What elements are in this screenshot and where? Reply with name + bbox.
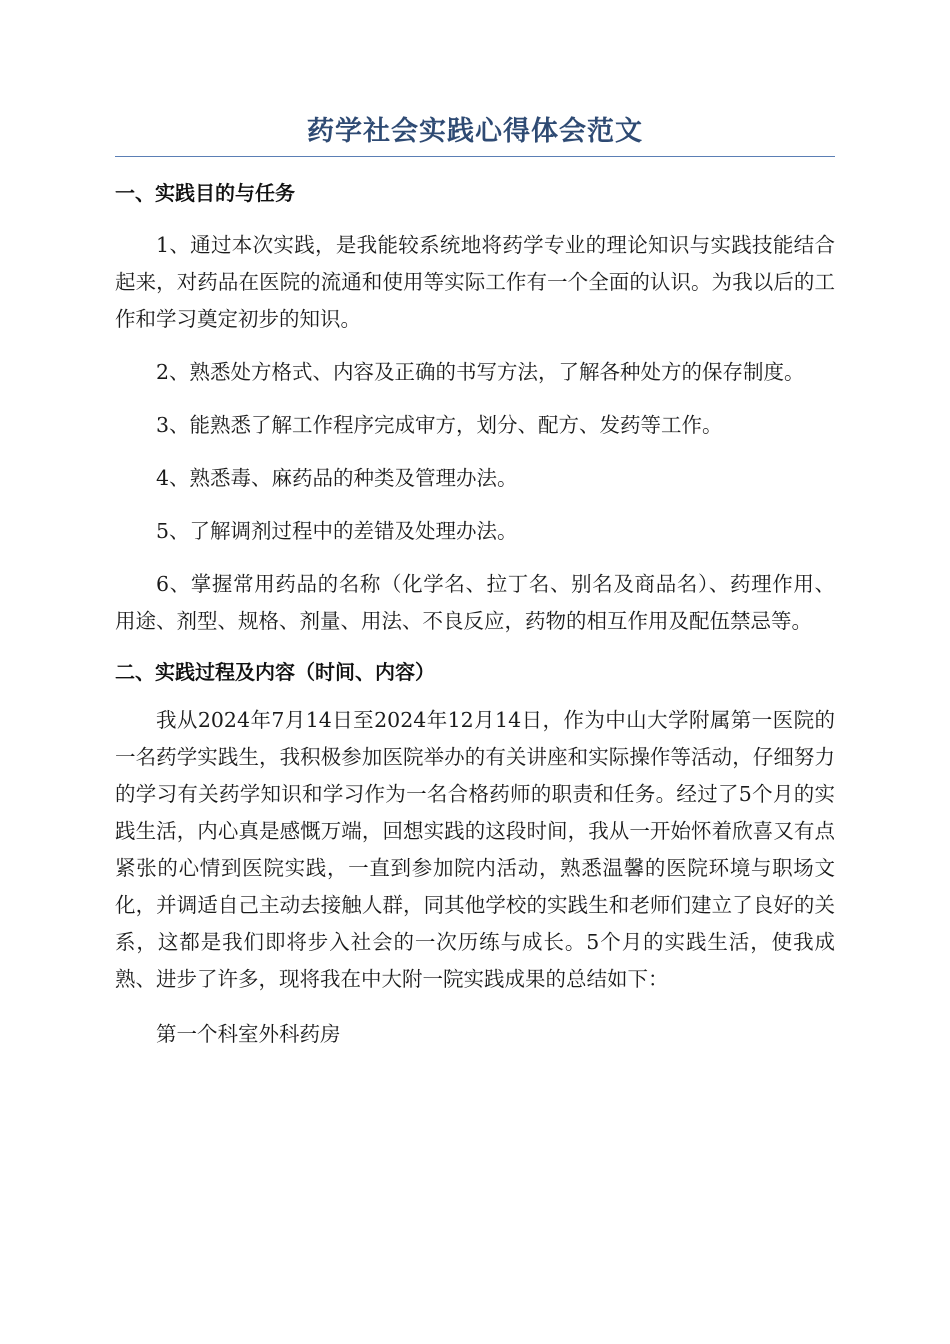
document-page	[115, 112, 835, 1053]
section-heading-process: 二、实践过程及内容（时间、内容）	[115, 660, 435, 684]
document-title: 药学社会实践心得体会范文	[115, 112, 835, 157]
section-heading-purpose: 一、实践目的与任务	[115, 181, 295, 205]
task-item-3: 3、能熟悉了解工作程序完成审方，划分、配方、发药等工作。	[156, 413, 723, 437]
task-item-1: 1、通过本次实践，是我能较系统地将药学专业的理论知识与实践技能结合起来，对药品在医院的流通和使用等实际工作有一个全面的认识。为我以后的工作和学习奠定初步的知识。	[115, 233, 835, 331]
task-item-4: 4、熟悉毒、麻药品的种类及管理办法。	[156, 466, 518, 490]
task-item-2: 2、熟悉处方格式、内容及正确的书写方法，了解各种处方的保存制度。	[156, 360, 805, 384]
department-subheading: 第一个科室外科药房	[156, 1022, 341, 1046]
process-paragraph: 我从2024年7月14日至2024年12月14日，作为中山大学附属第一医院的一名药学实践生，我积极参加医院举办的有关讲座和实际操作等活动，仔细努力的学习有关药学知识和学习作为一名合格药师的职责和任务。经过了5个月的实践生活，内心真是感慨万端，回想实践的这段时间，我从一开始怀着欣喜又有点紧张的心情到医院实践，一直到参加院内活动，熟悉温馨的医院环境与职场文化，并调适自己主动去接触人群，同其他学校的实践生和老师们建立了良好的关系，这都是我们即将步入社会的一次历练与成长。5个月的实践生活，使我成熟、进步了许多，现将我在中大附一院实践成果的总结如下：	[115, 708, 835, 991]
task-item-5: 5、了解调剂过程中的差错及处理办法。	[156, 519, 518, 543]
task-item-6: 6、掌握常用药品的名称（化学名、拉丁名、别名及商品名）、药理作用、用途、剂型、规格、剂量、用法、不良反应，药物的相互作用及配伍禁忌等。	[115, 572, 835, 633]
